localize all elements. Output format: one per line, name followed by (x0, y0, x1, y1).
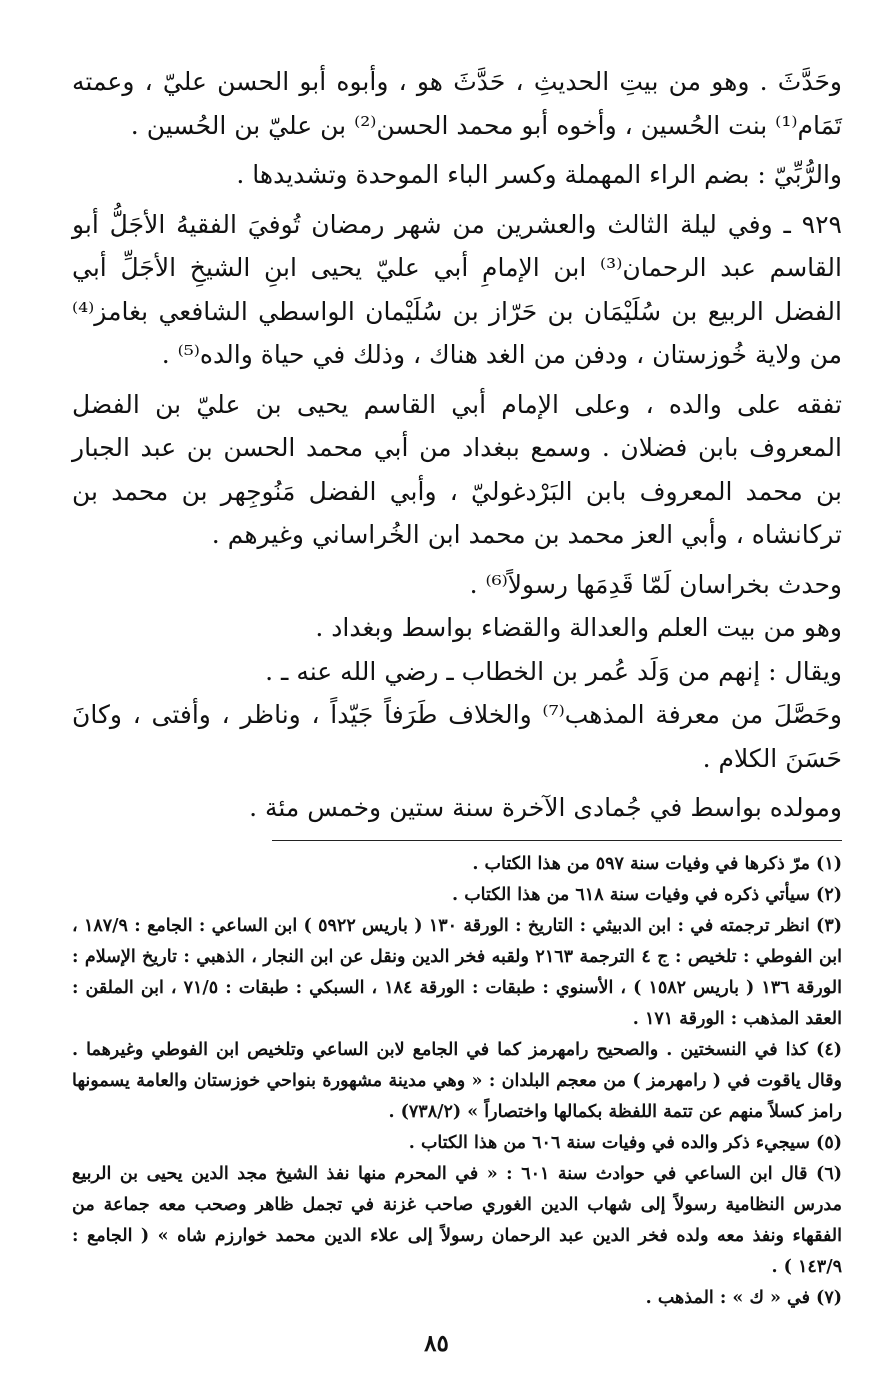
footnote-5: (٥) سيجيء ذكر والده في وفيات سنة ٦٠٦ من هذا الكتاب . (408, 1132, 842, 1153)
footnote-7: (٧) في « ك » : المذهب . (645, 1287, 842, 1308)
paragraph-education: تفقه على والده ، وعلى الإمام أبي القاسم يحيى بن عليّ بن الفضل المعروف بابن فضلان . وسمع ببغداد من أبي محمد الحسن بن عبد الجبار بن محمد المعروف بابن البَرْدغوليّ ، وأبي الفضل مَنُوجِهر بن محمد بن تركانشاه ، وأبي العز محمد بن محمد ابن الخُراساني وغيرهم . (72, 389, 842, 549)
footnote-6: (٦) قال ابن الساعي في حوادث سنة ٦٠١ : « في المحرم منها نفذ الشيخ مجد الدين يحيى بن الربيع مدرس النظامية رسولاً إلى شهاب الدين الغوري صاحب غزنة في تجمل ظاهر وصحب معه جماعة من الفقهاء ونفذ معه ولده فخر الدين عبد الرحمان رسولاً إلى علاء الدين محمد خوارزم شاه » ( الجامع : ١٤٣/٩ ) . (72, 1163, 843, 1277)
paragraph-birth: ومولده بواسط في جُمادى الآخرة سنة ستين وخمس مئة . (249, 793, 842, 822)
footnotes (72, 849, 842, 1314)
footnote-3: (٣) انظر ترجمته في : ابن الدبيثي : التاريخ : الورقة ١٣٠ ( باريس ٥٩٢٢ ) ابن الساعي : الجامع : ١٨٧/٩ ، ابن الفوطي : تلخيص : ج ٤ الترجمة ٢١٦٣ ولقبه فخر الدين ونقل عن ابن النجار ، الذهبي : تاريخ الإسلام : الورقة ١٣٦ ( باريس ١٥٨٢ ) ، الأسنوي : طبقات : الورقة ١٨٤ ، السبكي : طبقات : ٧١/٥ ، ابن الملقن : العقد المذهب : الورقة ١٧١ . (72, 915, 843, 1029)
paragraph-scholarship: وحَصَّلَ من معرفة المذهب⁽⁷⁾ والخلاف طَرَفاً جَيّداً ، وناظر ، وأفتى ، وكانَ حَسَنَ الكلام . (72, 700, 842, 773)
paragraph-family: وهو من بيت العلم والعدالة والقضاء بواسط وبغداد . (315, 613, 842, 642)
paragraph-entry-929: ٩٢٩ ـ وفي ليلة الثالث والعشرين من شهر رمضان تُوفيَ الفقيهُ الأجَلُّ أبو القاسم عبد الرحمان⁽³⁾ ابن الإمامِ أبي عليّ يحيى ابنِ الشيخِ الأجَلِّ أبي الفضل الربيع بن سُلَيْمَان بن حَرّاز بن سُلَيْمان الواسطي الشافعي بغامز⁽⁴⁾ من ولاية خُوزستان ، ودفن من الغد هناك ، وذلك في حياة والده⁽⁵⁾ . (72, 209, 842, 369)
paragraph-narration: وحَدَّثَ . وهو من بيتِ الحديثِ ، حَدَّثَ هو ، وأبوه أبو الحسن عليّ ، وعمته تَمَام⁽¹⁾ بنت الحُسين ، وأخوه أبو محمد الحسن⁽²⁾ بن عليّ بن الحُسين . (72, 67, 842, 140)
footnote-divider (272, 840, 842, 841)
book-page (72, 60, 842, 1314)
main-text (72, 60, 842, 830)
paragraph-khurasan: وحدث بخراسان لَمّا قَدِمَها رسولاً⁽⁶⁾ . (469, 569, 842, 599)
paragraph-lineage: ويقال : إنهم من وَلَد عُمر بن الخطاب ـ رضي الله عنه ـ . (265, 656, 842, 686)
page-number: ٨٥ (424, 1330, 449, 1357)
footnote-4: (٤) كذا في النسختين . والصحيح رامهرمز كما في الجامع لابن الساعي وتلخيص ابن الفوطي وغيرهما . وقال ياقوت في ( رامهرمز ) من معجم البلدان : « وهي مدينة مشهورة بنواحي خوزستان والعامة يسمونها رامز كسلاً منهم عن تتمة اللفظة بكمالها واختصاراً » (٧٣٨/٢) . (72, 1039, 842, 1122)
footnote-1: (١) مرّ ذكرها في وفيات سنة ٥٩٧ من هذا الكتاب . (472, 853, 842, 874)
footnote-2: (٢) سيأتي ذكره في وفيات سنة ٦١٨ من هذا الكتاب . (452, 884, 842, 905)
paragraph-nisba-note: والرُّبِّيّ : بضم الراء المهملة وكسر الباء الموحدة وتشديدها . (236, 160, 842, 189)
